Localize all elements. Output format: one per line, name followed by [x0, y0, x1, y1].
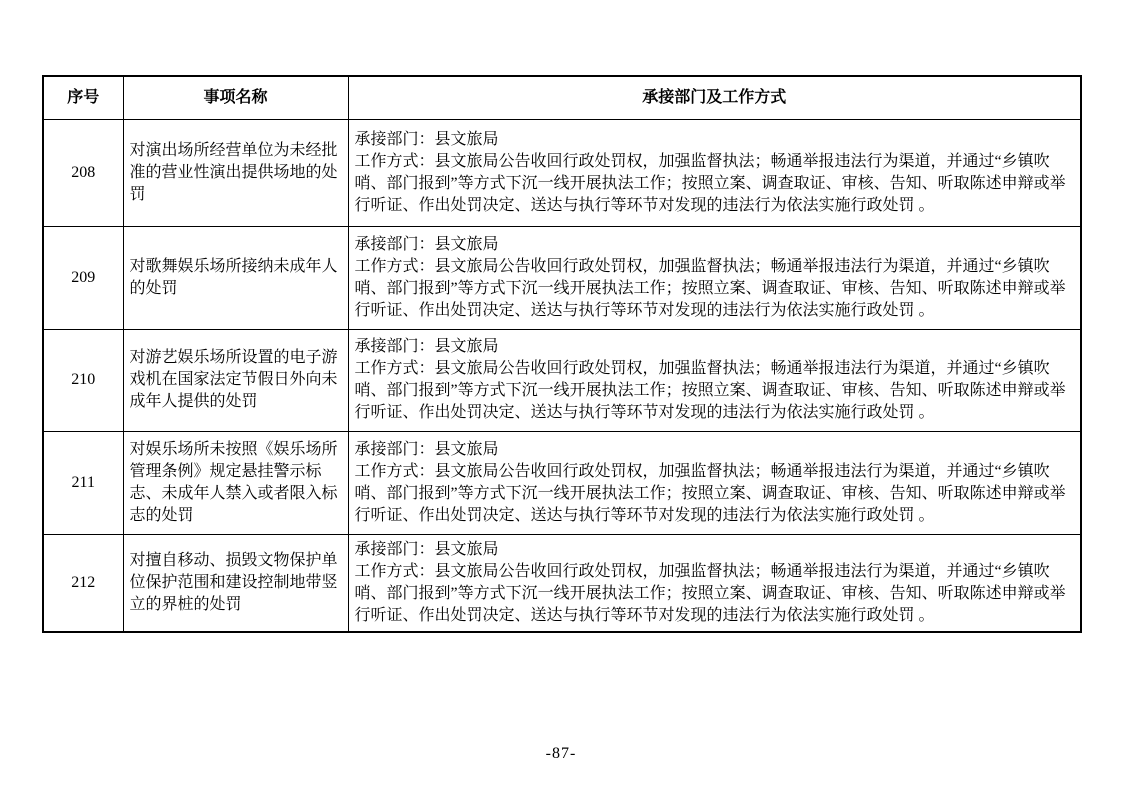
- penalty-items-table: [42, 75, 1082, 633]
- department-and-method-cell: [348, 431, 1081, 534]
- table-header-row: [43, 76, 1081, 119]
- method-line: 工作方式：县文旅局公告收回行政处罚权，加强监督执法；畅通举报违法行为渠道，并通过“乡镇吹哨、部门报到”等方式下沉一线开展执法工作；按照立案、调查取证、审核、告知、听取陈述申辩或举行听证、作出处罚决定、送达与执行等环节对发现的违法行为依法实施行政处罚 。: [354, 257, 1066, 319]
- method-line: 工作方式：县文旅局公告收回行政处罚权，加强监督执法；畅通举报违法行为渠道，并通过“乡镇吹哨、部门报到”等方式下沉一线开展执法工作；按照立案、调查取证、审核、告知、听取陈述申辩或举行听证、作出处罚决定、送达与执行等环节对发现的违法行为依法实施行政处罚 。: [354, 562, 1066, 624]
- serial-number: 208: [43, 119, 123, 226]
- serial-number: 209: [43, 226, 123, 329]
- item-name: 对擅自移动、损毁文物保护单位保护范围和建设控制地带竖立的界桩的处罚: [123, 534, 348, 632]
- item-name: 对歌舞娱乐场所接纳未成年人的处罚: [123, 226, 348, 329]
- serial-number: 211: [43, 431, 123, 534]
- department-and-method-cell: [348, 226, 1081, 329]
- department-and-method-cell: [348, 329, 1081, 431]
- method-line: 工作方式：县文旅局公告收回行政处罚权，加强监督执法；畅通举报违法行为渠道，并通过“乡镇吹哨、部门报到”等方式下沉一线开展执法工作；按照立案、调查取证、审核、告知、听取陈述申辩或举行听证、作出处罚决定、送达与执行等环节对发现的违法行为依法实施行政处罚 。: [354, 462, 1066, 524]
- table-row: [43, 329, 1081, 431]
- header-serial-number: 序号: [43, 76, 123, 119]
- item-name: 对游艺娱乐场所设置的电子游戏机在国家法定节假日外向未成年人提供的处罚: [123, 329, 348, 431]
- header-department-and-method: 承接部门及工作方式: [348, 76, 1081, 119]
- header-item-name: 事项名称: [123, 76, 348, 119]
- item-name: 对娱乐场所未按照《娱乐场所管理条例》规定悬挂警示标志、未成年人禁入或者限入标志的处罚: [123, 431, 348, 534]
- department-line: 承接部门：县文旅局: [354, 130, 499, 148]
- department-and-method-cell: [348, 534, 1081, 632]
- table-row: [43, 119, 1081, 226]
- department-line: 承接部门：县文旅局: [354, 540, 499, 558]
- method-line: 工作方式：县文旅局公告收回行政处罚权，加强监督执法；畅通举报违法行为渠道，并通过“乡镇吹哨、部门报到”等方式下沉一线开展执法工作；按照立案、调查取证、审核、告知、听取陈述申辩或举行听证、作出处罚决定、送达与执行等环节对发现的违法行为依法实施行政处罚 。: [354, 152, 1066, 214]
- department-line: 承接部门：县文旅局: [354, 440, 499, 458]
- table-row: [43, 534, 1081, 632]
- method-line: 工作方式：县文旅局公告收回行政处罚权，加强监督执法；畅通举报违法行为渠道，并通过“乡镇吹哨、部门报到”等方式下沉一线开展执法工作；按照立案、调查取证、审核、告知、听取陈述申辩或举行听证、作出处罚决定、送达与执行等环节对发现的违法行为依法实施行政处罚 。: [354, 360, 1066, 421]
- serial-number: 210: [43, 329, 123, 431]
- department-line: 承接部门：县文旅局: [354, 235, 499, 253]
- table-row: [43, 431, 1081, 534]
- table-row: [43, 226, 1081, 329]
- department-and-method-cell: [348, 119, 1081, 226]
- page-number: -87-: [545, 745, 577, 762]
- item-name: 对演出场所经营单位为未经批准的营业性演出提供场地的处罚: [123, 119, 348, 226]
- department-line: 承接部门：县文旅局: [354, 338, 499, 355]
- serial-number: 212: [43, 534, 123, 632]
